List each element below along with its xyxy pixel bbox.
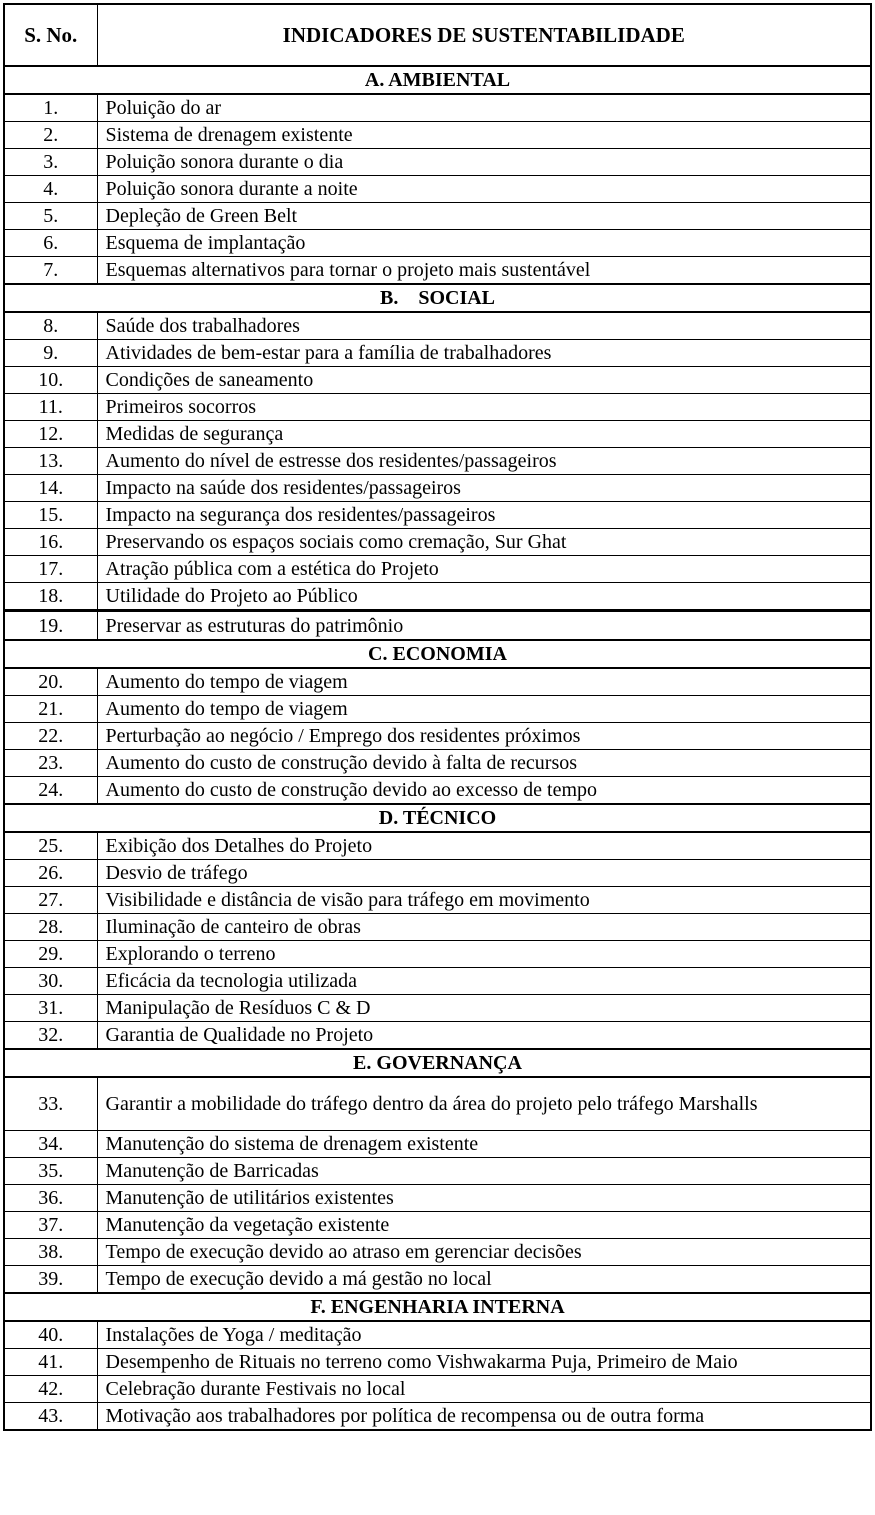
- table-row: [4, 611, 871, 641]
- row-indicator: Motivação aos trabalhadores por política de recompensa ou de outra forma: [97, 1403, 871, 1431]
- table-row: [4, 1321, 871, 1349]
- table-row: [4, 149, 871, 176]
- table-row: [4, 968, 871, 995]
- table-row: [4, 475, 871, 502]
- table-row: [4, 1212, 871, 1239]
- table-row: [4, 1376, 871, 1403]
- column-header-serial-no: S. No.: [4, 4, 97, 66]
- table-row: [4, 312, 871, 340]
- row-number: 26.: [4, 860, 97, 887]
- row-number: 19.: [4, 611, 97, 641]
- row-indicator: Preservar as estruturas do patrimônio: [97, 611, 871, 641]
- table-row: [4, 203, 871, 230]
- row-number: 29.: [4, 941, 97, 968]
- table-row: [4, 1403, 871, 1431]
- column-header-indicators: INDICADORES DE SUSTENTABILIDADE: [97, 4, 871, 66]
- table-row: [4, 448, 871, 475]
- row-number: 27.: [4, 887, 97, 914]
- section-header-social: [4, 284, 871, 312]
- row-indicator: Tempo de execução devido ao atraso em gerenciar decisões: [97, 1239, 871, 1266]
- row-indicator: Explorando o terreno: [97, 941, 871, 968]
- row-indicator: Eficácia da tecnologia utilizada: [97, 968, 871, 995]
- table-row: [4, 1185, 871, 1212]
- row-number: 17.: [4, 556, 97, 583]
- row-number: 20.: [4, 668, 97, 696]
- row-number: 42.: [4, 1376, 97, 1403]
- section-title: D. TÉCNICO: [4, 804, 871, 832]
- table-row: [4, 1349, 871, 1376]
- row-indicator: Condições de saneamento: [97, 367, 871, 394]
- table-row: [4, 1022, 871, 1050]
- row-indicator: Aumento do tempo de viagem: [97, 696, 871, 723]
- row-indicator: Perturbação ao negócio / Emprego dos residentes próximos: [97, 723, 871, 750]
- row-indicator: Medidas de segurança: [97, 421, 871, 448]
- row-number: 18.: [4, 583, 97, 611]
- table-row: [4, 1158, 871, 1185]
- table-row: [4, 94, 871, 122]
- row-indicator: Manutenção de Barricadas: [97, 1158, 871, 1185]
- row-indicator: Manipulação de Resíduos C & D: [97, 995, 871, 1022]
- section-title: E. GOVERNANÇA: [4, 1049, 871, 1077]
- row-number: 3.: [4, 149, 97, 176]
- section-header-tecnico: [4, 804, 871, 832]
- section-header-economia: [4, 640, 871, 668]
- row-indicator: Preservando os espaços sociais como cremação, Sur Ghat: [97, 529, 871, 556]
- row-number: 35.: [4, 1158, 97, 1185]
- table-row: [4, 176, 871, 203]
- row-indicator: Aumento do custo de construção devido à falta de recursos: [97, 750, 871, 777]
- row-indicator: Instalações de Yoga / meditação: [97, 1321, 871, 1349]
- row-number: 24.: [4, 777, 97, 805]
- row-indicator: Poluição sonora durante a noite: [97, 176, 871, 203]
- row-indicator: Saúde dos trabalhadores: [97, 312, 871, 340]
- table-row: [4, 421, 871, 448]
- row-number: 8.: [4, 312, 97, 340]
- table-row: [4, 583, 871, 611]
- table-row: [4, 502, 871, 529]
- row-number: 32.: [4, 1022, 97, 1050]
- row-number: 12.: [4, 421, 97, 448]
- table-row: [4, 1239, 871, 1266]
- sustainability-indicators-table: [3, 3, 872, 1431]
- table-header-row: [4, 4, 871, 66]
- row-number: 10.: [4, 367, 97, 394]
- row-number: 28.: [4, 914, 97, 941]
- table-row: [4, 750, 871, 777]
- table-row: [4, 340, 871, 367]
- row-indicator: Atividades de bem-estar para a família de trabalhadores: [97, 340, 871, 367]
- section-title: A. AMBIENTAL: [4, 66, 871, 94]
- row-indicator: Esquemas alternativos para tornar o projeto mais sustentável: [97, 257, 871, 285]
- section-title: F. ENGENHARIA INTERNA: [4, 1293, 871, 1321]
- row-number: 39.: [4, 1266, 97, 1294]
- row-number: 6.: [4, 230, 97, 257]
- table-row: [4, 1266, 871, 1294]
- table-row: [4, 832, 871, 860]
- row-indicator: Sistema de drenagem existente: [97, 122, 871, 149]
- row-number: 43.: [4, 1403, 97, 1431]
- row-number: 13.: [4, 448, 97, 475]
- section-header-governanca: [4, 1049, 871, 1077]
- row-number: 33.: [4, 1077, 97, 1131]
- row-number: 2.: [4, 122, 97, 149]
- table-row: [4, 914, 871, 941]
- row-indicator: Atração pública com a estética do Projeto: [97, 556, 871, 583]
- table-row: [4, 777, 871, 805]
- row-indicator: Manutenção de utilitários existentes: [97, 1185, 871, 1212]
- row-number: 7.: [4, 257, 97, 285]
- row-number: 40.: [4, 1321, 97, 1349]
- row-indicator: Desempenho de Rituais no terreno como Vishwakarma Puja, Primeiro de Maio: [97, 1349, 871, 1376]
- row-indicator: Poluição sonora durante o dia: [97, 149, 871, 176]
- row-indicator: Depleção de Green Belt: [97, 203, 871, 230]
- row-number: 16.: [4, 529, 97, 556]
- row-number: 41.: [4, 1349, 97, 1376]
- row-number: 14.: [4, 475, 97, 502]
- row-number: 25.: [4, 832, 97, 860]
- row-number: 23.: [4, 750, 97, 777]
- row-indicator: Primeiros socorros: [97, 394, 871, 421]
- row-number: 15.: [4, 502, 97, 529]
- row-indicator: Celebração durante Festivais no local: [97, 1376, 871, 1403]
- row-number: 5.: [4, 203, 97, 230]
- row-indicator: Garantia de Qualidade no Projeto: [97, 1022, 871, 1050]
- row-number: 37.: [4, 1212, 97, 1239]
- section-header-ambiental: [4, 66, 871, 94]
- row-indicator: Poluição do ar: [97, 94, 871, 122]
- table-row: [4, 529, 871, 556]
- row-number: 1.: [4, 94, 97, 122]
- row-indicator: Garantir a mobilidade do tráfego dentro da área do projeto pelo tráfego Marshalls: [97, 1077, 871, 1131]
- table-row: [4, 1077, 871, 1131]
- row-indicator: Aumento do custo de construção devido ao excesso de tempo: [97, 777, 871, 805]
- row-indicator: Esquema de implantação: [97, 230, 871, 257]
- row-number: 22.: [4, 723, 97, 750]
- row-indicator: Aumento do tempo de viagem: [97, 668, 871, 696]
- table-row: [4, 941, 871, 968]
- row-number: 34.: [4, 1131, 97, 1158]
- table-row: [4, 723, 871, 750]
- table-row: [4, 257, 871, 285]
- row-number: 21.: [4, 696, 97, 723]
- table-row: [4, 668, 871, 696]
- row-indicator: Manutenção da vegetação existente: [97, 1212, 871, 1239]
- row-number: 38.: [4, 1239, 97, 1266]
- row-indicator: Utilidade do Projeto ao Público: [97, 583, 871, 611]
- table-row: [4, 367, 871, 394]
- table-row: [4, 230, 871, 257]
- row-indicator: Exibição dos Detalhes do Projeto: [97, 832, 871, 860]
- row-indicator: Aumento do nível de estresse dos residentes/passageiros: [97, 448, 871, 475]
- table-row: [4, 122, 871, 149]
- table-row: [4, 995, 871, 1022]
- row-indicator: Iluminação de canteiro de obras: [97, 914, 871, 941]
- table-row: [4, 394, 871, 421]
- row-indicator: Desvio de tráfego: [97, 860, 871, 887]
- table-row: [4, 860, 871, 887]
- indicators-table-container: [3, 3, 870, 1431]
- row-indicator: Visibilidade e distância de visão para tráfego em movimento: [97, 887, 871, 914]
- table-row: [4, 887, 871, 914]
- section-title: C. ECONOMIA: [4, 640, 871, 668]
- table-row: [4, 696, 871, 723]
- row-number: 4.: [4, 176, 97, 203]
- row-indicator: Impacto na segurança dos residentes/passageiros: [97, 502, 871, 529]
- table-row: [4, 1131, 871, 1158]
- table-row: [4, 556, 871, 583]
- row-number: 11.: [4, 394, 97, 421]
- row-indicator: Manutenção do sistema de drenagem existente: [97, 1131, 871, 1158]
- row-number: 36.: [4, 1185, 97, 1212]
- row-number: 30.: [4, 968, 97, 995]
- row-number: 31.: [4, 995, 97, 1022]
- row-number: 9.: [4, 340, 97, 367]
- row-indicator: Tempo de execução devido a má gestão no local: [97, 1266, 871, 1294]
- row-indicator: Impacto na saúde dos residentes/passageiros: [97, 475, 871, 502]
- section-title: B. SOCIAL: [4, 284, 871, 312]
- section-header-engenharia-interna: [4, 1293, 871, 1321]
